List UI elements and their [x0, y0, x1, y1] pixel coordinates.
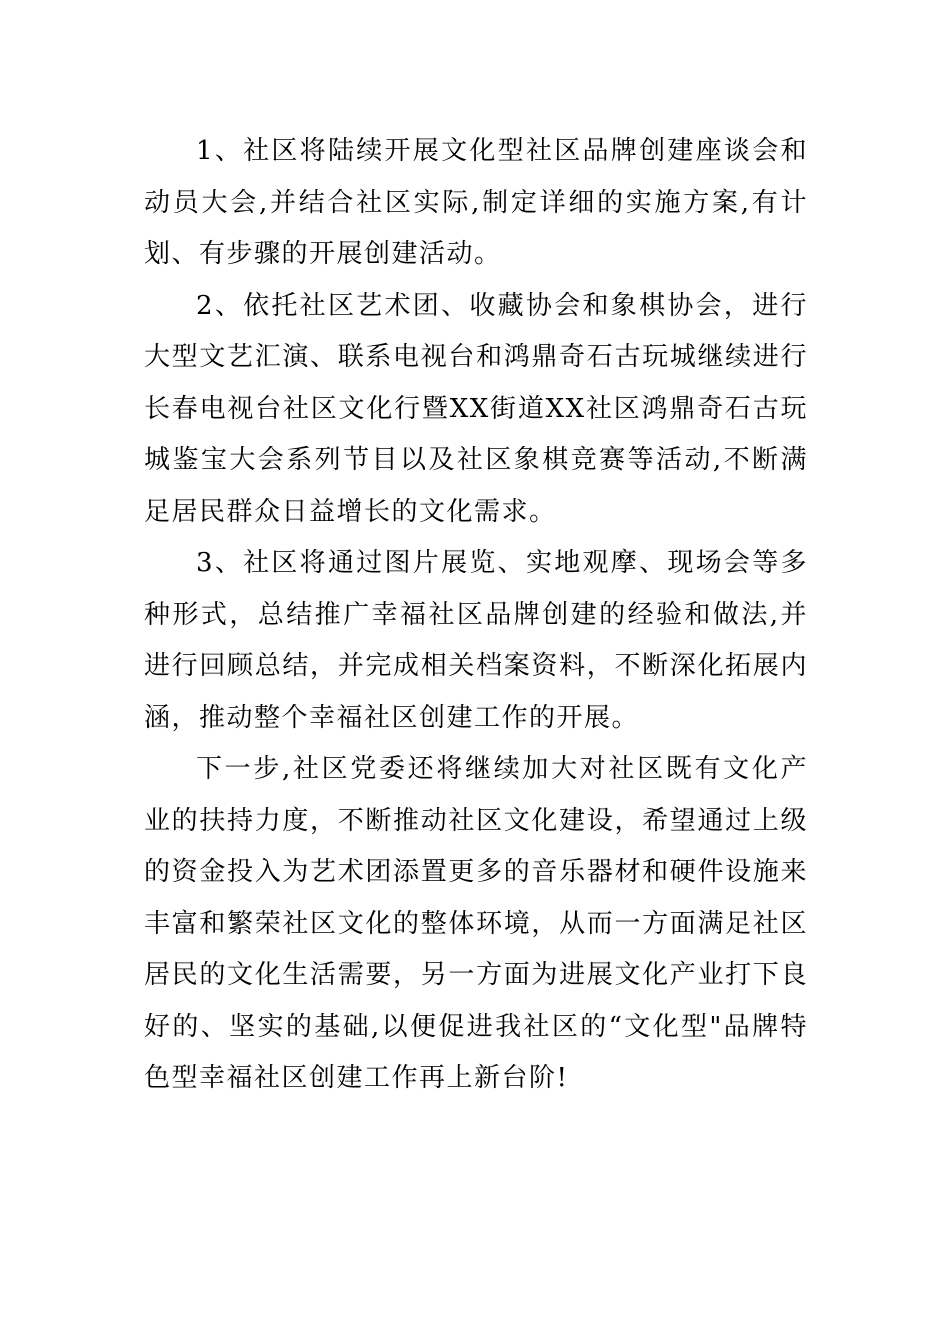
- paragraph-2: 2、依托社区艺术团、收藏协会和象棋协会，进行大型文艺汇演、联系电视台和鸿鼎奇石古玩城继续进行长春电视台社区文化行暨XX街道XX社区鸿鼎奇石古玩城鉴宝大会系列节目以及社区象棋竞赛等活动,不断满足居民群众日益增长的文化需求。: [144, 290, 808, 527]
- paragraph-3: 3、社区将通过图片展览、实地观摩、现场会等多种形式，总结推广幸福社区品牌创建的经验和做法,并进行回顾总结，并完成相关档案资料，不断深化拓展内涵，推动整个幸福社区创建工作的开展。: [144, 548, 808, 733]
- document-body: [144, 126, 808, 1105]
- paragraph-4: 下一步,社区党委还将继续加大对社区既有文化产业的扶持力度，不断推动社区文化建设，希望通过上级的资金投入为艺术团添置更多的音乐器材和硬件设施来丰富和繁荣社区文化的整体环境，从而一方面满足社区居民的文化生活需要，另一方面为进展文化产业打下良好的、坚实的基础,以便促进我社区的“文化型"品牌特色型幸福社区创建工作再上新台阶!: [144, 754, 808, 1093]
- paragraph-1: 1、社区将陆续开展文化型社区品牌创建座谈会和动员大会,并结合社区实际,制定详细的实施方案,有计划、有步骤的开展创建活动。: [144, 136, 808, 269]
